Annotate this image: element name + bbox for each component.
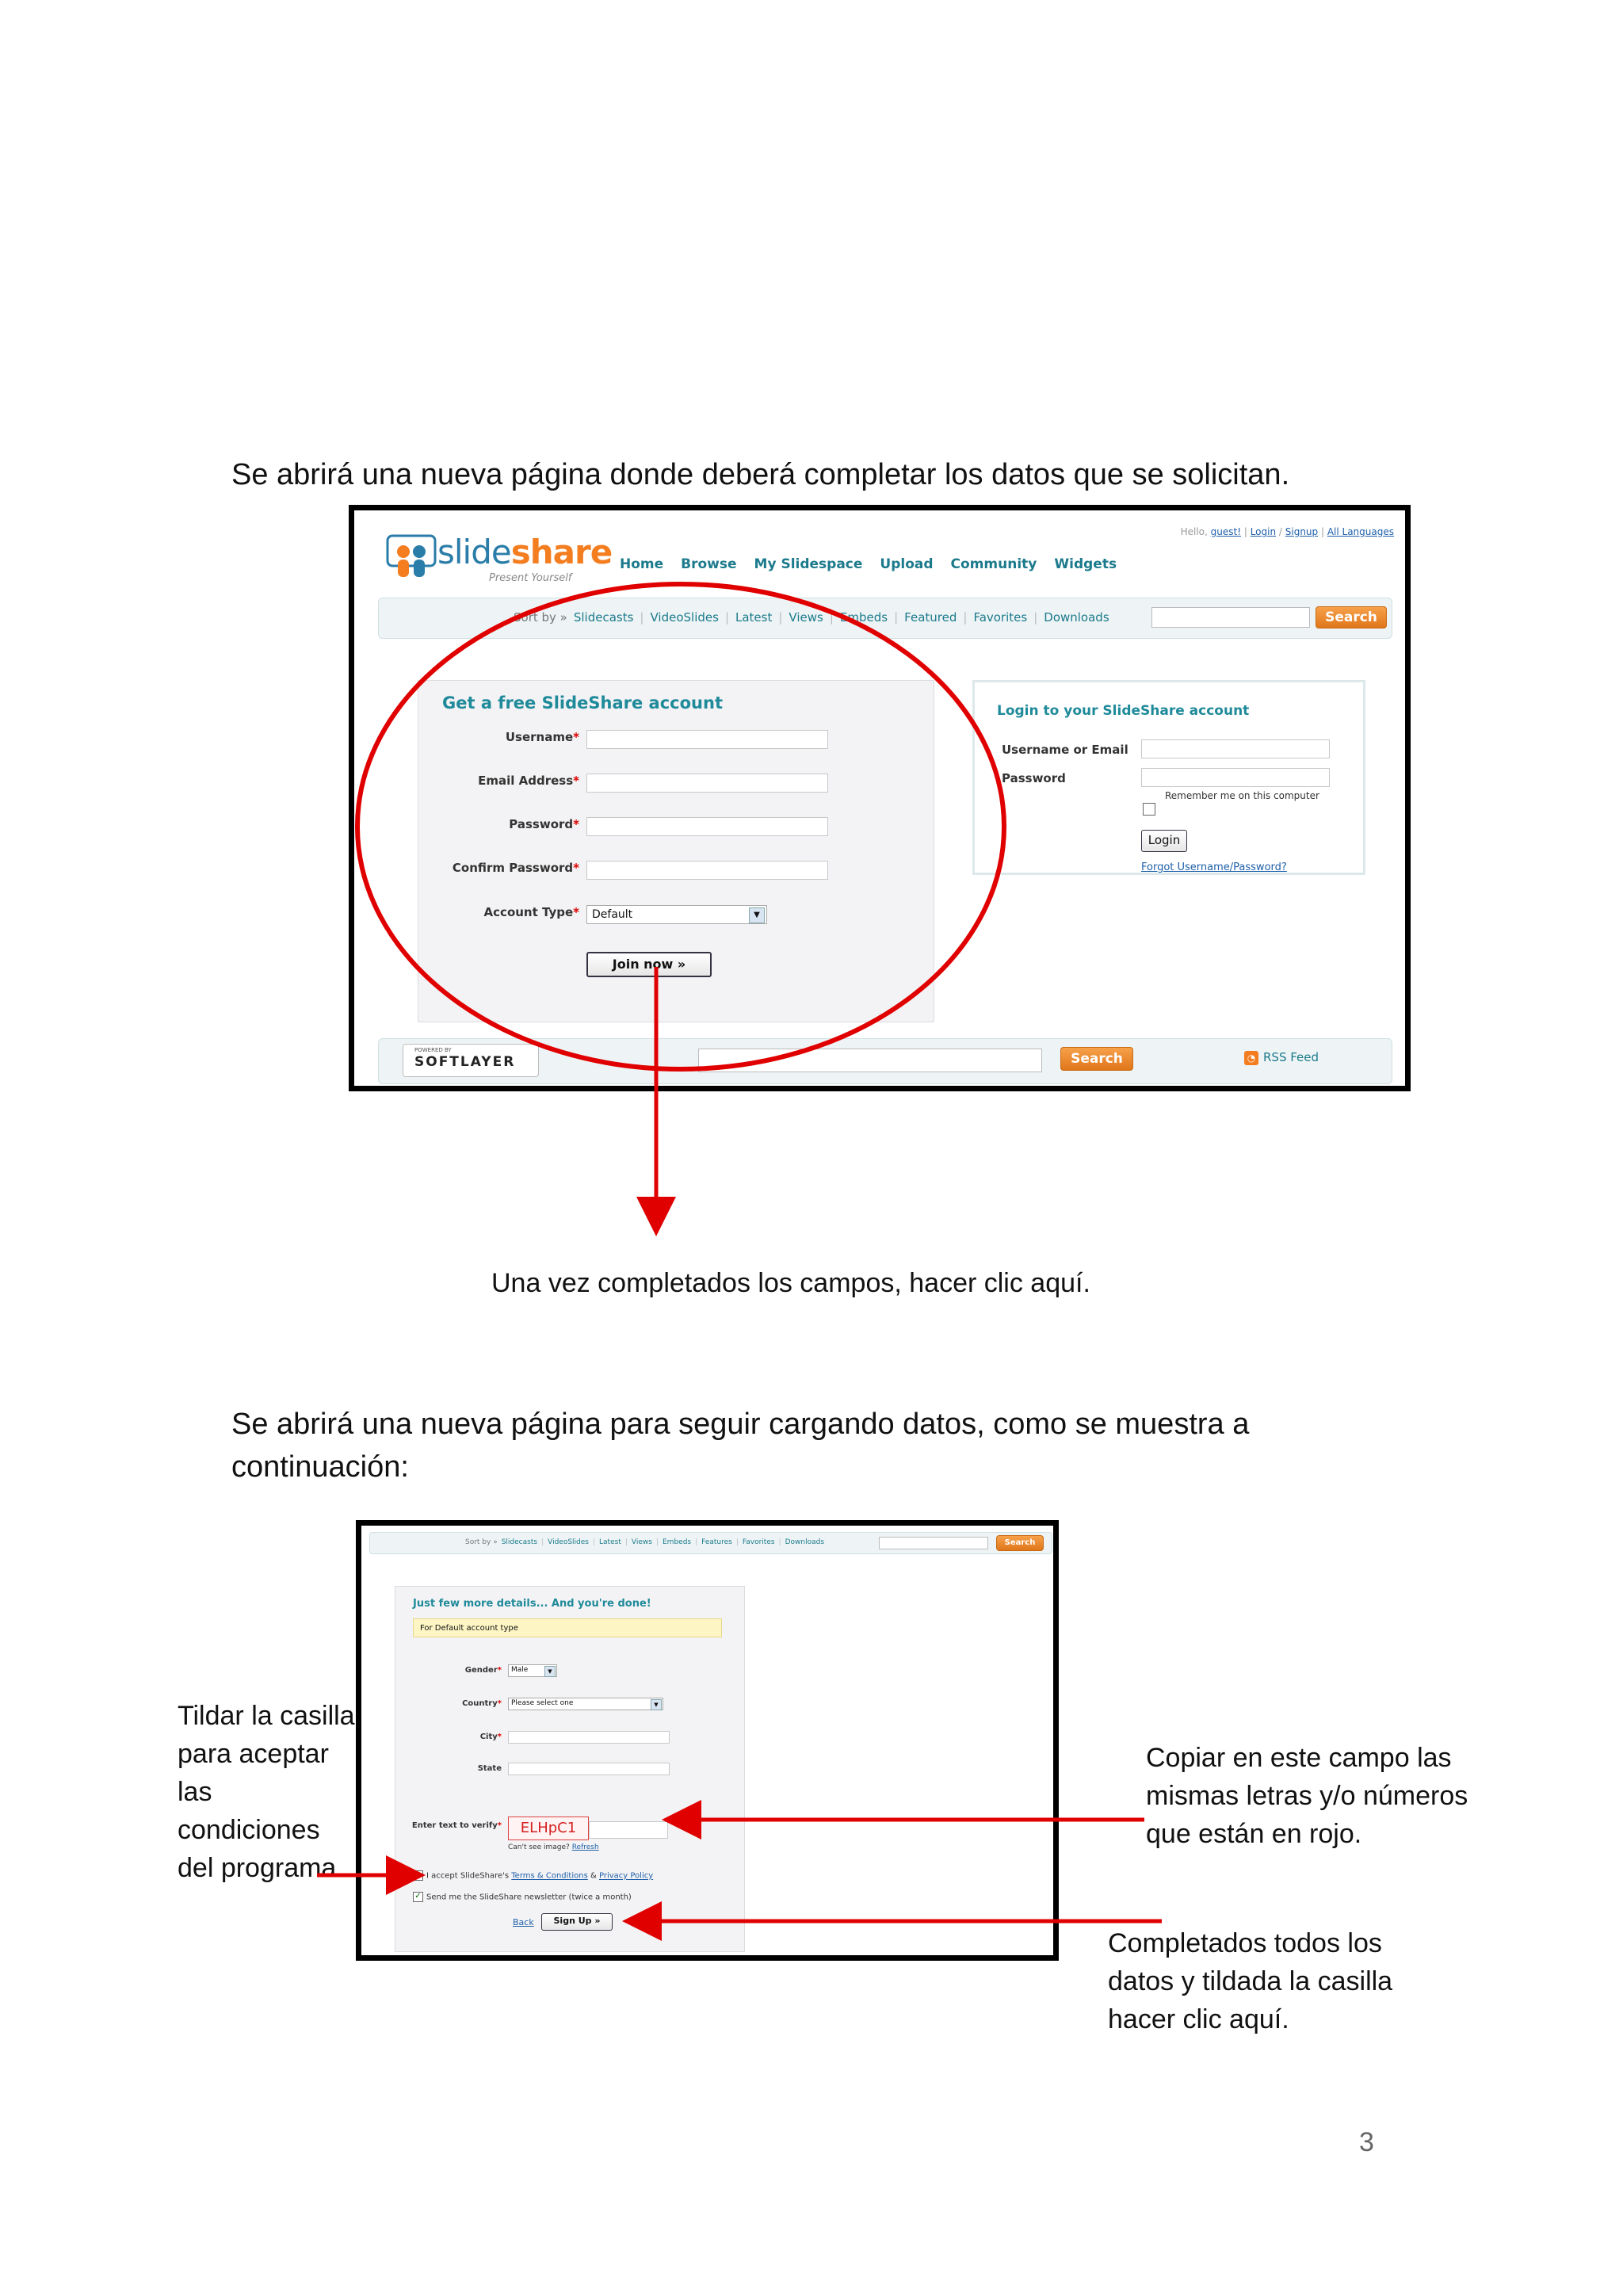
slideshare-logo[interactable]: slideshare: [437, 533, 613, 571]
accept-terms-row: I accept SlideShare's Terms & Conditions & Privacy Policy: [413, 1870, 653, 1881]
softlayer-badge[interactable]: POWERED BY SOFTLAYER: [403, 1044, 539, 1077]
captcha-image: ELHpC1: [508, 1817, 589, 1840]
nav-my-slidespace[interactable]: My Slidespace: [754, 556, 863, 572]
newsletter-checkbox[interactable]: ✓: [413, 1892, 423, 1902]
checkbox-annotation: Tildar la casilla para aceptar las condiciones del programa: [178, 1701, 355, 1883]
gender-select[interactable]: Male ▼: [508, 1664, 557, 1677]
refresh-link[interactable]: Refresh: [571, 1843, 599, 1851]
subnav-favorites[interactable]: Favorites: [742, 1538, 775, 1546]
account-type-label: Account Type*: [483, 905, 579, 919]
subnav-embeds[interactable]: Embeds: [663, 1538, 692, 1546]
chevron-down-icon: ▼: [544, 1666, 556, 1677]
join-annotation: Una vez completados los campos, hacer clic aquí.: [491, 1268, 1090, 1298]
nav-community[interactable]: Community: [950, 556, 1037, 572]
subnav-views[interactable]: Views: [789, 610, 823, 625]
highlight-ellipse: [357, 584, 1004, 1069]
gender-label: Gender*: [464, 1666, 502, 1675]
sort-label: Sort by »: [514, 610, 567, 625]
join-now-button[interactable]: Join now »: [586, 952, 712, 977]
sort-bar: Sort by » Slidecasts | VideoSlides | Latest | Views | Embeds | Featured | Favorites | Downloads Search: [378, 598, 1392, 639]
subnav-views[interactable]: Views: [631, 1538, 652, 1546]
subnav-favorites[interactable]: Favorites: [973, 610, 1028, 625]
subnav-downloads[interactable]: Downloads: [1044, 610, 1109, 625]
account-type-select[interactable]: Default ▼: [586, 905, 767, 924]
logo-tagline: Present Yourself: [489, 572, 572, 584]
login-button[interactable]: Login: [1141, 830, 1187, 852]
terms-link[interactable]: Terms & Conditions: [511, 1871, 588, 1881]
second-intro-paragraph: Se abrirá una nueva página para seguir cargando datos, como se muestra a continuación:: [231, 1408, 1250, 1484]
subnav-videoslides[interactable]: VideoSlides: [650, 610, 719, 625]
subnav-latest[interactable]: Latest: [599, 1538, 621, 1546]
search-button[interactable]: Search: [996, 1535, 1044, 1551]
city-label: City*: [479, 1733, 502, 1741]
sort-bar: Sort by » Slidecasts | VideoSlides | Latest | Views | Embeds | Features | Favorites | Downloads Search: [369, 1532, 1052, 1554]
signup-annotation: Completados todos los datos y tildada la casilla hacer clic aquí.: [1108, 1928, 1393, 2034]
nav-browse[interactable]: Browse: [681, 556, 737, 572]
login-password-label: Password: [1002, 771, 1066, 785]
password-label: Password*: [509, 817, 579, 831]
chevron-down-icon: ▼: [651, 1699, 662, 1710]
verify-label: Enter text to verify*: [411, 1821, 502, 1830]
account-type-notice: For Default account type: [413, 1618, 722, 1637]
privacy-link[interactable]: Privacy Policy: [599, 1871, 654, 1881]
subnav-latest[interactable]: Latest: [735, 610, 773, 625]
country-select[interactable]: Please select one ▼: [508, 1698, 663, 1710]
nav-widgets[interactable]: Widgets: [1054, 556, 1117, 572]
rss-icon: ◔: [1244, 1051, 1258, 1065]
subnav-featured[interactable]: Featured: [904, 610, 957, 625]
subnav-features[interactable]: Features: [701, 1538, 732, 1546]
subnav-downloads[interactable]: Downloads: [785, 1538, 825, 1546]
back-link[interactable]: Back: [513, 1917, 534, 1927]
state-label: State: [477, 1764, 502, 1773]
confirm-password-label: Confirm Password*: [452, 861, 579, 875]
email-label: Email Address*: [478, 774, 579, 788]
page-number: 3: [1359, 2127, 1374, 2157]
guest-link[interactable]: guest!: [1210, 526, 1242, 537]
details-title: Just few more details... And you're done!: [413, 1598, 651, 1610]
user-greeting: Hello, guest! | Login / Signup | All Languages: [1180, 526, 1394, 537]
nav-upload[interactable]: Upload: [880, 556, 934, 572]
newsletter-row: ✓ Send me the SlideShare newsletter (twice a month): [413, 1892, 632, 1902]
rss-feed-link[interactable]: ◔ RSS Feed: [1244, 1050, 1319, 1065]
remember-label: Remember me on this computer: [1165, 790, 1319, 801]
sort-label: Sort by »: [465, 1538, 498, 1546]
languages-link[interactable]: All Languages: [1327, 526, 1394, 537]
footer-search-button[interactable]: Search: [1060, 1047, 1133, 1071]
login-link[interactable]: Login: [1250, 526, 1277, 537]
subnav-slidecasts[interactable]: Slidecasts: [501, 1538, 538, 1546]
subnav-slidecasts[interactable]: Slidecasts: [573, 610, 634, 625]
username-label: Username*: [505, 730, 579, 744]
signup-title: Get a free SlideShare account: [442, 693, 723, 712]
forgot-link[interactable]: Forgot Username/Password?: [1141, 861, 1287, 873]
country-label: Country*: [462, 1699, 502, 1708]
subnav-videoslides[interactable]: VideoSlides: [548, 1538, 589, 1546]
login-username-label: Username or Email: [1002, 743, 1128, 757]
login-title: Login to your SlideShare account: [997, 703, 1250, 719]
signup-link[interactable]: Signup: [1285, 526, 1319, 537]
cant-see-image: Can't see image? Refresh: [508, 1843, 599, 1851]
captcha-annotation: Copiar en este campo las mismas letras y/o números que están en rojo.: [1146, 1743, 1468, 1849]
sign-up-button[interactable]: Sign Up »: [541, 1913, 613, 1931]
subnav-embeds[interactable]: Embeds: [839, 610, 888, 625]
intro-paragraph: Se abrirá una nueva página donde deberá completar los datos que se solicitan.: [231, 458, 1290, 491]
search-button[interactable]: Search: [1316, 606, 1387, 628]
chevron-down-icon: ▼: [749, 907, 765, 923]
nav-home[interactable]: Home: [620, 556, 664, 572]
